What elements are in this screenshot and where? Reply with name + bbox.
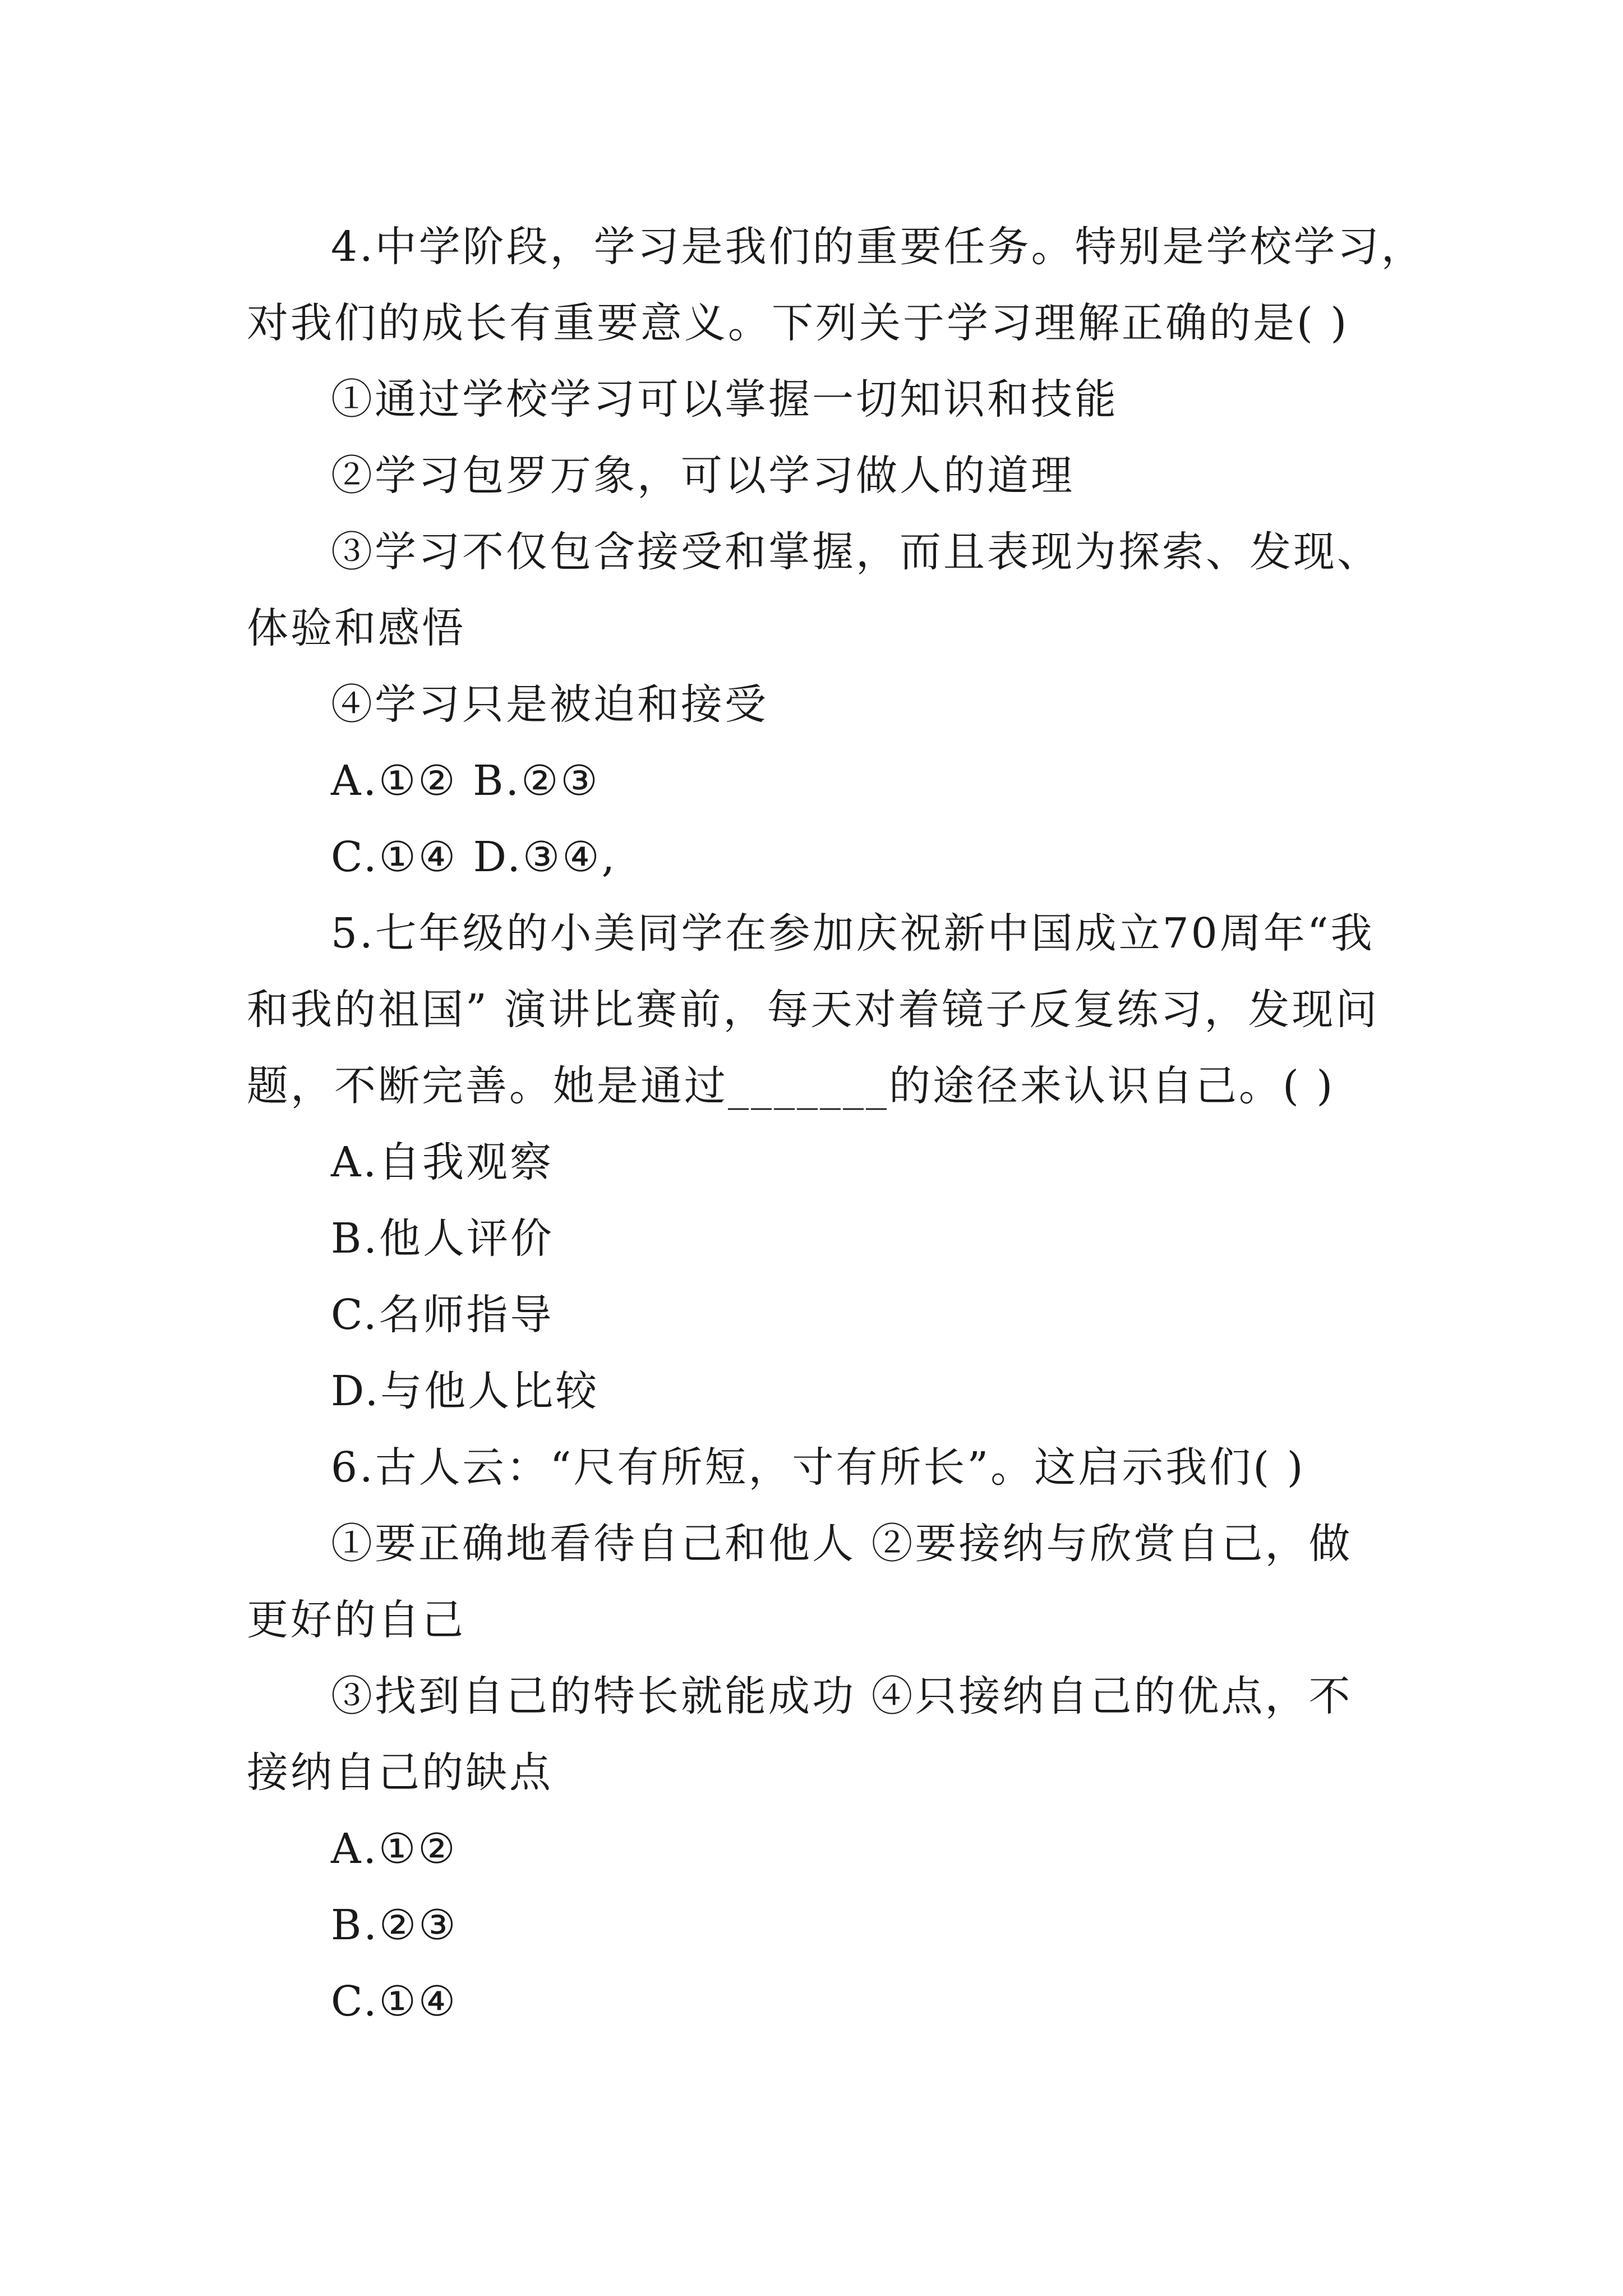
q5-stem-line-3: 题，不断完善。她是通过_______的途径来认识自己。( ) xyxy=(247,1062,1335,1110)
q4-options-line-1: A.①② B.②③ xyxy=(331,757,600,805)
q6-option-c: C.①④ xyxy=(331,1977,458,2026)
q4-statement-4: ④学习只是被迫和接受 xyxy=(331,680,768,729)
question-text-block xyxy=(247,209,1425,2040)
q5-option-b: B.他人评价 xyxy=(331,1214,554,1263)
q6-statements-3-4-line-2: 接纳自己的缺点 xyxy=(247,1749,553,1797)
q4-statement-2: ②学习包罗万象，可以学习做人的道理 xyxy=(331,452,1075,500)
q5-stem-line-2: 和我的祖国” 演讲比赛前，每天对着镜子反复练习，发现问 xyxy=(247,986,1380,1034)
q4-stem-line-2: 对我们的成长有重要意义。下列关于学习理解正确的是( ) xyxy=(247,299,1349,347)
q4-options-line-2: C.①④ D.③④, xyxy=(331,833,617,881)
q6-statements-1-2-line-1: ①要正确地看待自己和他人 ②要接纳与欣赏自己，做 xyxy=(331,1520,1353,1568)
q6-statements-1-2-line-2: 更好的自己 xyxy=(247,1596,465,1644)
q4-statement-3-line-1: ③学习不仅包含接受和掌握，而且表现为探索、发现、 xyxy=(331,528,1381,576)
q5-stem-line-1: 5.七年级的小美同学在参加庆祝新中国成立70周年“我 xyxy=(331,909,1375,958)
q6-statements-3-4-line-1: ③找到自己的特长就能成功 ④只接纳自己的优点，不 xyxy=(331,1672,1353,1720)
q5-option-c: C.名师指导 xyxy=(331,1291,554,1339)
q4-stem-line-1: 4.中学阶段，学习是我们的重要任务。特别是学校学习， xyxy=(331,223,1425,271)
q6-option-a: A.①② xyxy=(331,1825,458,1873)
q5-option-d: D.与他人比较 xyxy=(331,1367,600,1415)
q4-statement-3-line-2: 体验和感悟 xyxy=(247,604,465,652)
q6-stem: 6.古人云：“尺有所短，寸有所长”。这启示我们( ) xyxy=(331,1443,1306,1492)
q4-statement-1: ①通过学校学习可以掌握一切知识和技能 xyxy=(331,375,1118,424)
q6-option-b: B.②③ xyxy=(331,1901,458,1949)
q5-option-a: A.自我观察 xyxy=(331,1138,554,1186)
